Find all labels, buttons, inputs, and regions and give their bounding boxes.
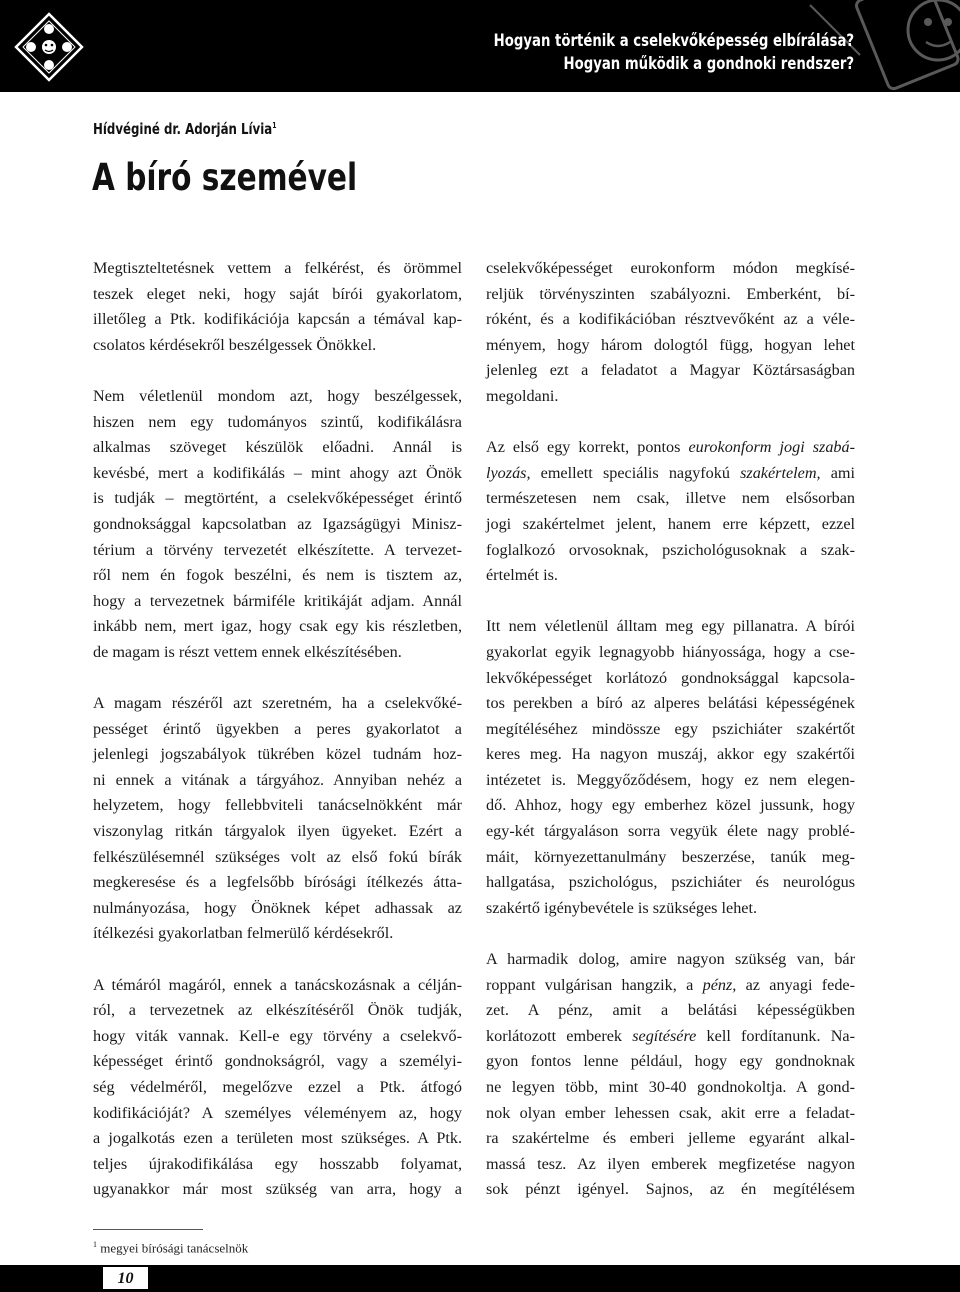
- text-run: roppant vulgárisan hangzik, a: [486, 975, 703, 994]
- text-line: ményem, hogy három dologtól függ, hogyan lehet: [486, 335, 855, 354]
- text-line: ra szakértelme és emberi jelleme egyaránt alkal-: [486, 1129, 855, 1148]
- text-line: ról, a tervezetnek az elkészítéséről Önök tudják,: [93, 1001, 462, 1020]
- text-line: keres meg. Ha nagyon muszáj, akkor egy szakértői: [486, 745, 855, 764]
- text-line: megítéléséhez mindössze egy pszichiáter szakértőt: [486, 719, 855, 738]
- text-run: ami: [820, 463, 855, 482]
- article-title: A bíró szemével: [92, 156, 358, 199]
- text-line: gondnoksággal kapcsolatban az Igazságügyi Minisz-: [93, 514, 462, 533]
- paragraph: [93, 691, 462, 947]
- text-line: képességet érintő gondnokságról, vagy a személyi-: [93, 1052, 462, 1071]
- author-name: Hídvéginé dr. Adorján Lívia: [93, 120, 273, 138]
- text-line: jogi szakértelmet jelent, hanem erre képzett, ezzel: [486, 514, 855, 533]
- text-line: felkészülésemnél szükséges volt az első fokú bírák: [93, 847, 462, 866]
- text-line: hiszen nem egy tudományos szintű, kodifikálásra: [93, 412, 462, 431]
- text-line: gyon fontos lenne például, hogy egy gondnoknak: [486, 1052, 855, 1071]
- italic-phrase: segítésére: [632, 1026, 697, 1045]
- text-line: ítélkezési gyakorlatban felmerülő kérdésekről.: [93, 924, 394, 943]
- paragraph: [93, 256, 462, 358]
- text-line: hallgatása, pszichológus, pszichiáter és neurológus: [486, 873, 855, 892]
- text-line: ugyanakkor már most szükség van arra, hogy a: [93, 1180, 462, 1199]
- publication-title-line-1: Hogyan történik a cselekvőképesség elbírálása?: [493, 31, 854, 51]
- text-line: dő. Ahhoz, hogy egy emberhez közel jussunk, hogy: [486, 796, 855, 815]
- paragraph: [93, 973, 462, 1203]
- text-line: megoldani.: [486, 386, 559, 405]
- text-line: ség védelméről, megelőzve ezzel a Ptk. átfogó: [93, 1078, 462, 1096]
- page-number: 10: [103, 1267, 148, 1289]
- author-footnote-mark: 1: [272, 120, 277, 130]
- text-line: [486, 435, 855, 461]
- text-line: intézetet is. Meggyőződésem, hogy ez nem elegen-: [486, 770, 855, 789]
- text-line: ni ennek a vitának a tárgyához. Annyiban nehéz a: [93, 770, 462, 789]
- text-line: viszonylag ritkán tárgyalok ilyen ügyeket. Ezért a: [93, 822, 462, 841]
- text-line: lekvőképességet korlátozó gondnoksággal kapcsola-: [486, 668, 855, 687]
- text-line: massá tesz. Az ilyen emberek megfizetése nagyon: [486, 1154, 855, 1173]
- diamond-logo-icon: [14, 12, 84, 82]
- text-line: ről nem én fogok beszélni, és nem is tisztem az,: [93, 566, 462, 585]
- footnote-divider: [93, 1229, 203, 1230]
- text-line: A témáról magáról, ennek a tanácskozásnak a célján-: [93, 975, 462, 994]
- text-line: Itt nem véletlenül álltam meg egy pillanatra. A bírói: [486, 617, 855, 636]
- text-line: Megtiszteltetésnek vettem a felkérést, és örömmel: [93, 259, 462, 277]
- text-line: természetesen nem csak, illetve nem elsősorban: [486, 489, 855, 508]
- text-run: Az első egy korrekt, pontos: [486, 438, 689, 457]
- text-line: jelenleg ezt a feladatot a Magyar Köztársaságban: [486, 361, 855, 380]
- text-line: kodifikációját? A személyes véleményem az, hogy: [93, 1103, 462, 1122]
- text-line: foglalkozó orvosoknak, pszichológusoknak a szak-: [486, 540, 855, 559]
- text-run: az anyagi fede-: [736, 975, 855, 994]
- paragraph: [486, 435, 855, 589]
- text-line: hogy viták vannak. Kell-e egy törvény a cselekvő-: [93, 1026, 462, 1045]
- text-line: kevésbé, mert a kodifikálás – mint ahogy azt Önök: [93, 463, 462, 482]
- text-line: alkalmas szöveget készülök előadni. Annál is: [93, 438, 462, 457]
- text-run: emellett speciális nagyfokú: [530, 463, 741, 482]
- left-column: [93, 256, 462, 1203]
- text-line: róként, és a kodifikációban résztvevőként az a véle-: [486, 310, 855, 329]
- text-line: pességet érintő ügyekben a peres gyakorlatot a: [93, 719, 462, 738]
- footnote-mark: 1: [93, 1240, 97, 1249]
- text-line: teljes újrakodifikálása egy hosszabb folyamat,: [93, 1154, 462, 1173]
- text-line: [486, 1024, 855, 1050]
- text-line: sok pénzt igényel. Sajnos, az én megítélésem: [486, 1180, 855, 1199]
- text-line: is tudják – megtörtént, a cselekvőképességet érintő: [93, 489, 462, 508]
- text-line: [486, 461, 855, 487]
- text-line: nok olyan ember lehessen csak, akit erre a feladat-: [486, 1103, 855, 1122]
- text-line: térium a törvény tervezetét elkészítette. A tervezet-: [93, 540, 462, 559]
- footnote-text: megyei bírósági tanácselnök: [100, 1240, 249, 1256]
- text-line: A harmadik dolog, amire nagyon szükség van, bár: [486, 950, 855, 969]
- text-line: máit, környezettanulmány beszerzése, tanúk meg-: [486, 847, 855, 866]
- text-line: teszek eleget neki, hogy saját bírói gyakorlatom,: [93, 284, 462, 303]
- right-column: [486, 256, 855, 1203]
- paragraph: [486, 256, 855, 410]
- text-line: reljük törvényszinten szabályozni. Emberként, bí-: [486, 284, 855, 303]
- publication-title: [494, 30, 854, 76]
- text-line: [486, 973, 855, 999]
- paragraph: [93, 384, 462, 666]
- text-line: nulmányozása, hogy Önöknek képet adhassak az: [93, 898, 462, 917]
- text-line: a jogalkotás ezen a területen most szükséges. A Ptk.: [93, 1129, 462, 1148]
- italic-phrase: szakértelem,: [740, 463, 821, 482]
- text-line: egy-két tárgyaláson sorra vegyük élete nagy problé-: [486, 822, 855, 841]
- text-line: A magam részéről azt szeretném, ha a cselekvőké-: [93, 694, 462, 713]
- text-line: tos perekben a bíró az alperes belátási képességének: [486, 694, 855, 713]
- text-line: csolatos kérdésekről beszélgessek Önökkel.: [93, 335, 377, 354]
- text-line: jelenlegi jogszabályok tükrében közel tudnám hoz-: [93, 745, 462, 764]
- text-line: cselekvőképességet eurokonform módon megkísé-: [486, 259, 855, 277]
- italic-phrase: lyozás,: [486, 463, 531, 482]
- publication-title-line-2: Hogyan működik a gondnoki rendszer?: [563, 54, 854, 74]
- text-line: értelmét is.: [486, 566, 558, 585]
- text-line: inkább nem, mert igaz, hogy csak egy kis részletben,: [93, 617, 462, 636]
- italic-phrase: pénz,: [702, 975, 737, 994]
- paragraph: [486, 947, 855, 1203]
- text-line: gyakorlat egyik legnagyobb hiányossága, hogy a cse-: [486, 642, 855, 661]
- article-author: [93, 120, 276, 138]
- text-line: Nem véletlenül mondom azt, hogy beszélgessek,: [93, 386, 462, 405]
- text-line: hogy a tervezetnek bármiféle kritikáját adjam. Annál: [93, 591, 462, 610]
- text-line: illetőleg a Ptk. kodifikációja kapcsán a témával kap-: [93, 310, 462, 329]
- text-line: megkeresése és a legfelsőbb bírósági ítélkezés átta-: [93, 873, 462, 892]
- footnote: [93, 1240, 248, 1256]
- text-run: korlátozott emberek: [486, 1026, 633, 1045]
- text-line: zet. A pénz, amit a belátási képességükben: [486, 1001, 855, 1020]
- text-run: kell fordítanunk. Na-: [696, 1026, 856, 1045]
- text-line: de magam is részt vettem ennek elkészítésében.: [93, 642, 402, 661]
- page-header: [0, 0, 960, 92]
- text-line: szakértő igénybevétele is szükséges lehet.: [486, 898, 758, 917]
- paragraph: [486, 614, 855, 921]
- italic-phrase: eurokonform jogi szabá-: [688, 438, 855, 457]
- text-line: ne legyen több, mint 30-40 gondnokoltja. A gond-: [486, 1078, 855, 1096]
- text-line: helyzetem, hogy fellebbviteli tanácselnökként már: [93, 796, 462, 815]
- page-footer: [0, 1265, 960, 1292]
